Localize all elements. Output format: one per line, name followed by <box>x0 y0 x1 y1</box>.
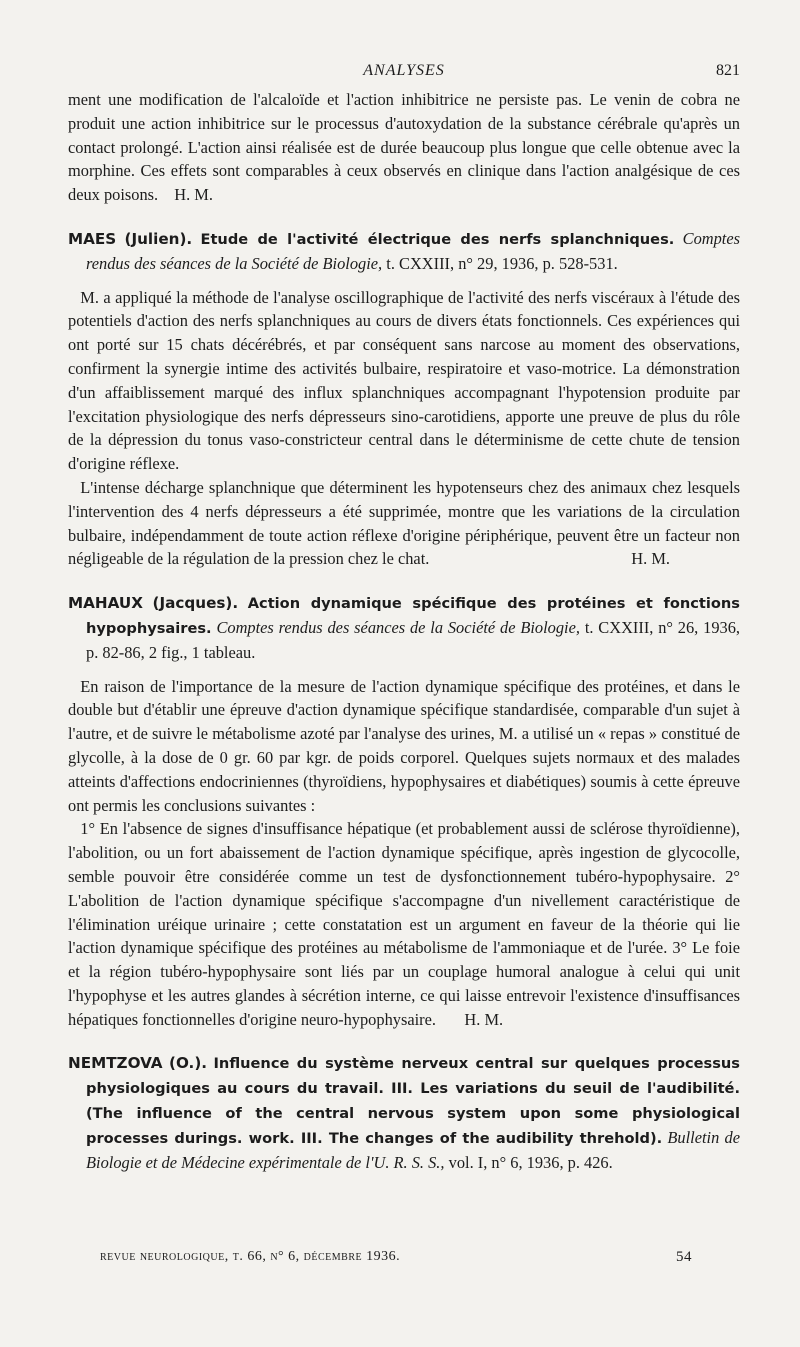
continuation-text: ment une modification de l'alcaloïde et l'action inhibitrice ne persiste pas. Le venin de cobra ne produit une action inhibitrice sur le processus d'autoxydation de la substance cérébrale qu'après un contact prolongé. L'action ainsi réalisée est de durée beaucoup plus longue que celle obtenue avec la morphine. Ces effets sont comparables à ceux observés en clinique dans l'action analgésique de ces deux poisons. <box>68 90 740 205</box>
entry-nemtzova-author: NEMTZOVA <box>68 1054 163 1073</box>
footer-volume: 66, <box>247 1249 267 1264</box>
footer-journal: revue neurologique, t. <box>100 1249 244 1264</box>
entry-mahaux-author-first: (Jacques). <box>152 594 239 613</box>
entry-mahaux-citation: t. CXXIII, n° 26, 1936, p. 82-86, 2 fig., 1 tableau. <box>86 617 740 662</box>
footer-issue: n° 6, décembre 1936. <box>270 1249 401 1264</box>
entry-nemtzova-author-first: (O.). <box>169 1054 208 1073</box>
entry-nemtzova-heading <box>68 1051 740 1174</box>
entry-nemtzova-title: Influence du système nerveux central sur quelques processus physiologiques au cours du travail. III. Les variations du seuil de l'audibilité. (The influence of the central nervous system upon some physiological processes durings. work. III. The changes of the audibility threhold). <box>86 1055 740 1147</box>
entry-maes-paragraph-2-text: L'intense décharge splanchnique que déterminent les hypotenseurs chez des animaux chez lesquels l'intervention des 4 nerfs dépresseurs a été supprimée, montre que les variations de la circulation bulbaire, indépendamment de toute action réflexe d'origine périphérique, peuvent être un facteur non négligeable de la régulation de la pression chez le chat. <box>68 477 740 569</box>
entry-mahaux-heading <box>68 591 740 664</box>
entry-maes-journal: Comptes rendus des séances de la Société de Biologie, <box>86 228 741 273</box>
entry-mahaux-paragraph-2-text: 1° En l'absence de signes d'insuffisance hépatique (et probablement aussi de sclérose thyroïdienne), l'abolition, ou un fort abaissement de l'action dynamique spécifique, après ingestion de glycocolle, semble pouvoir être considérée comme un test de dysfonctionnement tubéro-hypophysaire. 2° L'abolition de l'action dynamique spécifique s'accompagne d'un nivellement caractéristique de l'élimination uréique urinaire ; cette constatation est un argument en faveur de la théorie qui lie l'action dynamique spécifique des protéines au métabolisme de l'ammoniaque et de l'urée. 3° Le foie et la région tubéro-hypophysaire sont liés par un couplage humoral analogue à celui qui unit l'hypophyse et les autres glandes à sécrétion interne, ce qui laisse entrevoir l'existence d'insuffisances hépatiques fonctionnelles d'origine neuro-hypophysaire. <box>68 819 740 1029</box>
entry-mahaux-paragraph-2 <box>68 817 740 1031</box>
entry-mahaux-journal: Comptes rendus des séances de la Société de Biologie, <box>216 617 580 637</box>
continuation-paragraph <box>68 88 740 207</box>
entry-maes-paragraph-1: M. a appliqué la méthode de l'analyse oscillographique de l'activité des nerfs viscéraux à l'étude des potentiels d'action des nerfs splanchniques au cours de divers états fonctionnels. Ces expériences qui ont porté sur 15 chats décérébrés, et par conséquent sans narcose au moment des observations, confirment la synergie intime des activités bulbaire, respiratoire et vaso-motrice. La démonstration d'un affaiblissement marqué des influx splanchniques accompagnant l'hypotension produite par l'excitation physiologique des nerfs dépresseurs sino-carotidiens, apporte une preuve de plus du rôle de la dépression du tonus vaso-constricteur central dans le déterminisme de cette chute de tension d'origine réflexe. <box>68 287 740 474</box>
page-number: 821 <box>716 62 740 79</box>
entry-maes-heading <box>68 227 740 276</box>
entry-nemtzova-citation: vol. I, n° 6, 1936, p. 426. <box>448 1152 613 1172</box>
page <box>68 62 740 1174</box>
running-head <box>68 62 740 88</box>
entry-mahaux-author: MAHAUX <box>68 594 143 613</box>
entry-nemtzova-journal: Bulletin de Biologie et de Médecine expérimentale de l'U. R. S. S., <box>86 1127 740 1172</box>
page-footer <box>100 1249 692 1265</box>
entry-maes-author: MAES <box>68 229 117 248</box>
entry-maes-author-first: (Julien). <box>124 229 193 248</box>
running-head-title: ANALYSES <box>363 62 445 79</box>
entry-mahaux-signature: H. M. <box>464 1009 504 1029</box>
entry-maes-citation: t. CXXIII, n° 29, 1936, p. 528-531. <box>386 253 618 273</box>
entry-maes-title: Etude de l'activité électrique des nerfs splanchniques. <box>200 230 675 248</box>
entry-mahaux-title: Action dynamique spécifique des protéines et fonctions hypophysaires. <box>86 595 740 637</box>
entry-maes-signature: H. M. <box>631 549 670 569</box>
entry-maes-paragraph-2 <box>68 476 740 571</box>
continuation-signature: H. M. <box>174 185 213 205</box>
entry-mahaux-paragraph-1: En raison de l'importance de la mesure de l'action dynamique spécifique des protéines, et dans le double but d'établir une épreuve d'action dynamique spécifique standardisée, comparable d'un sujet à l'autre, et de suivre le métabolisme azoté par l'analyse des urines, M. a utilisé un « repas » constitué de glycolle, à la dose de 0 gr. 60 par kgr. de poids corporel. Quelques sujets normaux et des malades atteints d'affections endocriniennes (thyroïdiens, hypophysaires et diabétiques) soumis à cette épreuve ont permis les conclusions suivantes : <box>68 676 740 815</box>
footer-signature-mark: 54 <box>676 1249 692 1265</box>
